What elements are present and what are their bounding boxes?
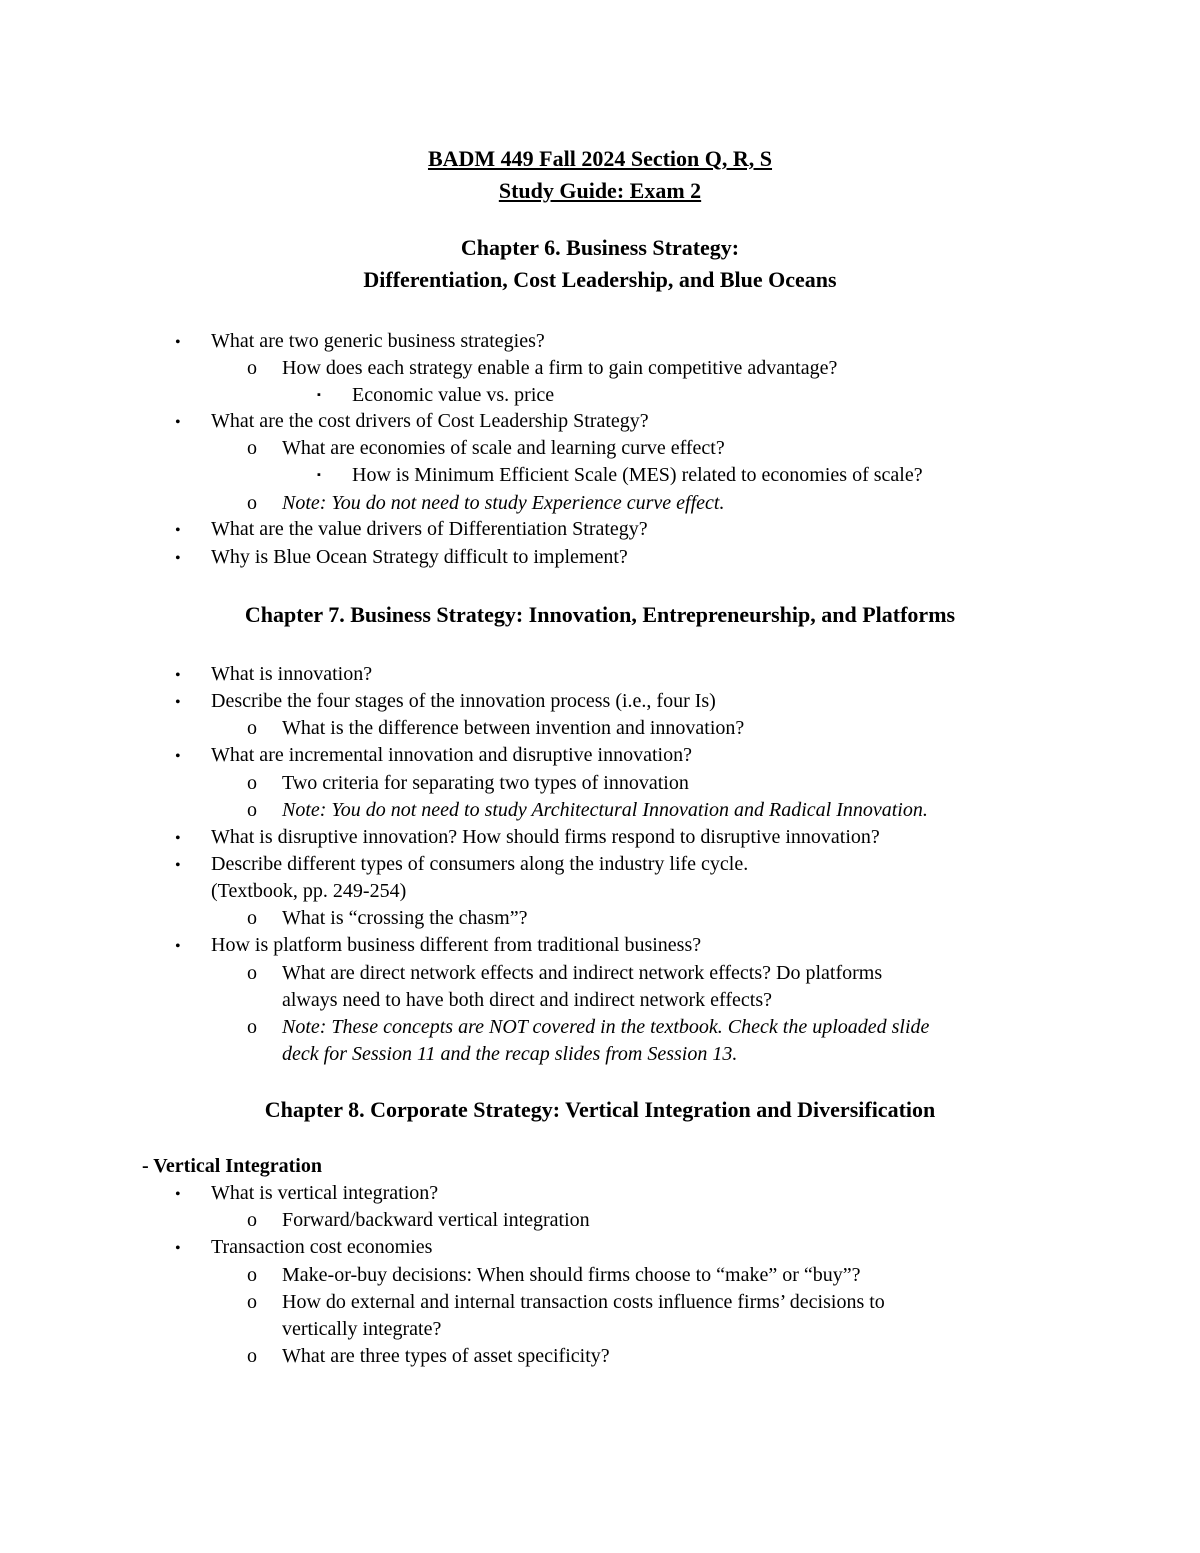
list-item: Make-or-buy decisions: When should firms choose to “make” or “buy”?: [282, 1264, 861, 1286]
list-item: What are the cost drivers of Cost Leadership Strategy?: [211, 410, 649, 432]
note-item: Note: You do not need to study Architectural Innovation and Radical Innovation.: [282, 799, 928, 821]
list-item: What are two generic business strategies?: [211, 330, 545, 352]
section-heading-vertical-integration: - Vertical Integration: [142, 1155, 322, 1177]
bullet-marker: •: [175, 414, 181, 431]
circle-marker: o: [247, 1291, 257, 1313]
bullet-marker: •: [175, 1240, 181, 1257]
bullet-marker: •: [175, 667, 181, 684]
bullet-marker: •: [175, 830, 181, 847]
chapter-6-subheading: Differentiation, Cost Leadership, and Blue Oceans: [363, 267, 837, 292]
list-item: How is platform business different from traditional business?: [211, 934, 702, 956]
list-item: Describe different types of consumers along the industry life cycle.: [211, 853, 749, 875]
bullet-marker: •: [175, 522, 181, 539]
list-item: How do external and internal transaction costs influence firms’ decisions to: [282, 1291, 885, 1313]
chapter-8-heading: Chapter 8. Corporate Strategy: Vertical Integration and Diversification: [264, 1097, 936, 1122]
list-item: What is vertical integration?: [211, 1182, 439, 1204]
list-item-continuation: vertically integrate?: [282, 1318, 442, 1340]
bullet-marker: •: [175, 857, 181, 874]
list-item-continuation: (Textbook, pp. 249-254): [211, 880, 407, 902]
list-item: What are the value drivers of Differentiation Strategy?: [211, 518, 648, 540]
bullet-marker: •: [175, 334, 181, 351]
bullet-marker: •: [175, 694, 181, 711]
list-item: Transaction cost economies: [211, 1236, 433, 1258]
circle-marker: o: [247, 1264, 257, 1286]
list-item: Forward/backward vertical integration: [282, 1209, 590, 1231]
chapter-6-heading: Chapter 6. Business Strategy:: [460, 235, 740, 260]
list-item: What is “crossing the chasm”?: [282, 907, 528, 929]
list-item: What is innovation?: [211, 663, 373, 685]
list-item: Why is Blue Ocean Strategy difficult to implement?: [211, 546, 628, 568]
list-item: What is disruptive innovation? How should firms respond to disruptive innovation?: [211, 826, 880, 848]
note-item-continuation: deck for Session 11 and the recap slides from Session 13.: [282, 1043, 738, 1065]
square-marker: ▪: [317, 389, 321, 401]
list-item: What are direct network effects and indirect network effects? Do platforms: [282, 962, 883, 984]
circle-marker: o: [247, 962, 257, 984]
list-item: How is Minimum Efficient Scale (MES) related to economies of scale?: [352, 464, 923, 486]
list-item: What are three types of asset specificity?: [282, 1345, 610, 1367]
circle-marker: o: [247, 492, 257, 514]
note-item: Note: You do not need to study Experience curve effect.: [282, 492, 725, 514]
list-item: Describe the four stages of the innovation process (i.e., four Is): [211, 690, 716, 712]
bullet-marker: •: [175, 1186, 181, 1203]
list-item: Economic value vs. price: [352, 384, 555, 406]
circle-marker: o: [247, 437, 257, 459]
circle-marker: o: [247, 1016, 257, 1038]
bullet-marker: •: [175, 550, 181, 567]
list-item: What is the difference between invention and innovation?: [282, 717, 745, 739]
circle-marker: o: [247, 799, 257, 821]
document-title: BADM 449 Fall 2024 Section Q, R, S: [427, 146, 773, 171]
bullet-marker: •: [175, 938, 181, 955]
note-item: Note: These concepts are NOT covered in the textbook. Check the uploaded slide: [282, 1016, 930, 1038]
list-item: What are incremental innovation and disruptive innovation?: [211, 744, 692, 766]
circle-marker: o: [247, 717, 257, 739]
list-item: How does each strategy enable a firm to gain competitive advantage?: [282, 357, 838, 379]
square-marker: ▪: [317, 469, 321, 481]
circle-marker: o: [247, 907, 257, 929]
list-item: What are economies of scale and learning curve effect?: [282, 437, 725, 459]
list-item-continuation: always need to have both direct and indirect network effects?: [282, 989, 772, 1011]
circle-marker: o: [247, 1209, 257, 1231]
bullet-marker: •: [175, 748, 181, 765]
document-subtitle: Study Guide: Exam 2: [498, 178, 702, 203]
circle-marker: o: [247, 772, 257, 794]
chapter-7-heading: Chapter 7. Business Strategy: Innovation, Entrepreneurship, and Platforms: [244, 602, 956, 627]
circle-marker: o: [247, 357, 257, 379]
list-item: Two criteria for separating two types of innovation: [282, 772, 689, 794]
circle-marker: o: [247, 1345, 257, 1367]
